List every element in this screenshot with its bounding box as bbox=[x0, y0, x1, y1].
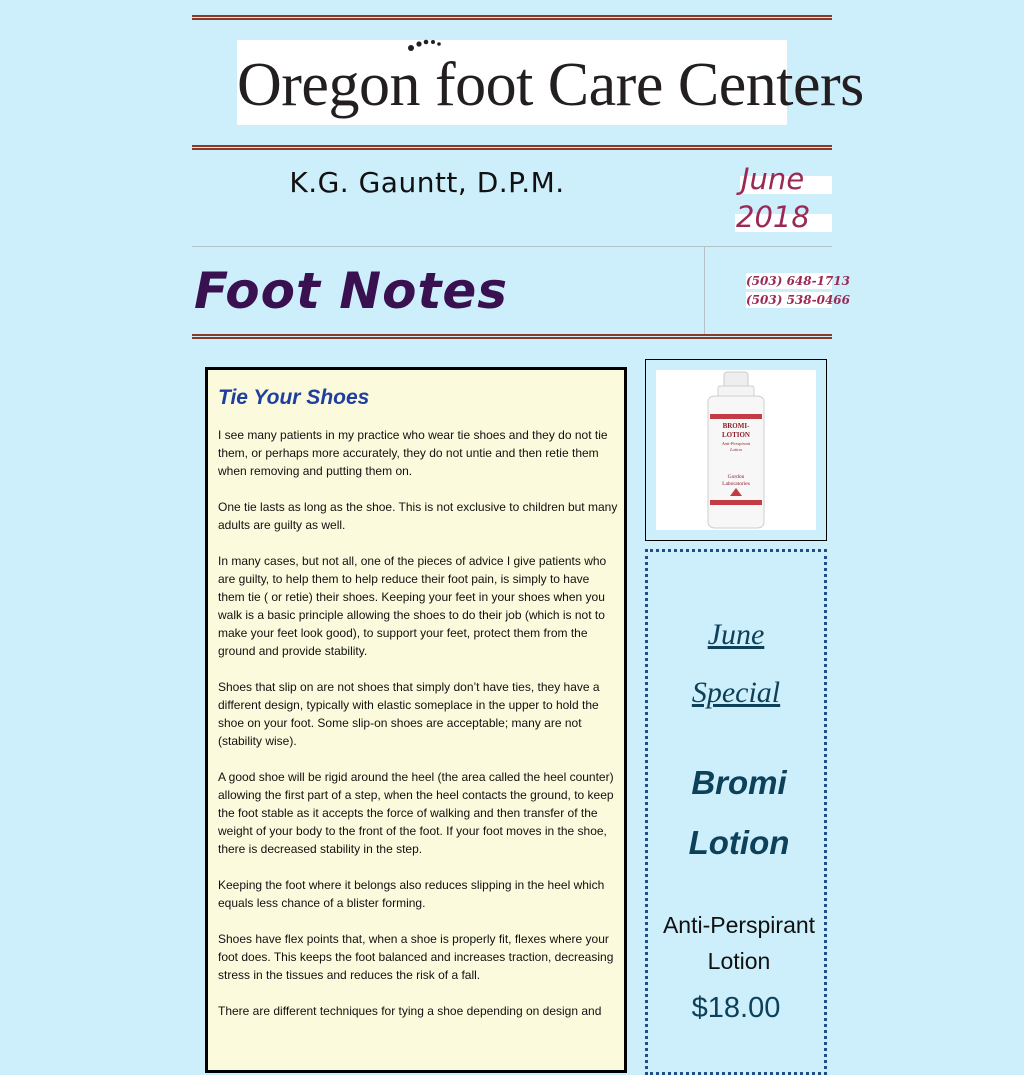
masthead-double-rule bbox=[192, 334, 832, 339]
product-label-line: Anti-Perspirant bbox=[721, 441, 751, 446]
issue-year: 2018 bbox=[736, 200, 810, 234]
article-paragraph: In many cases, but not all, one of the pieces of advice I give patients who are guilty, to help them to help reduce their foot pain, is simply to have them tie ( or retie) their shoes. Keeping your feet in your shoes when you walk is a basic principle allowing the shoes to do their job (which is not to make your feet look good), to support your feet, protect them from the ground and provide stability. bbox=[218, 554, 607, 658]
issue-month: June bbox=[741, 162, 805, 196]
special-title-label: Special bbox=[691, 676, 781, 709]
article-paragraph: I see many patients in my practice who wear tie shoes and they do not tie them, or perhaps more accurately, they do not untie and then retie them when removing and putting them on. bbox=[218, 428, 608, 478]
special-product-name-1: Bromi bbox=[691, 764, 787, 801]
phone-number-1: (503) 648-1713 bbox=[746, 274, 851, 288]
article-title: Tie Your Shoes bbox=[218, 386, 370, 409]
newsletter-title: Foot Notes bbox=[194, 262, 509, 320]
product-label-line: Lotion bbox=[730, 447, 742, 452]
article-paragraph: Keeping the foot where it belongs also reduces slipping in the heel which equals less chance of a blister forming. bbox=[218, 878, 605, 910]
article-paragraph: One tie lasts as long as the shoe. This is not exclusive to children but many adults are guilty as well. bbox=[218, 500, 618, 532]
article-paragraph: Shoes have flex points that, when a shoe is properly fit, flexes where your foot does. This keeps the foot balanced and increases traction, decreasing stress in the tissues and reduces the risk of a fall. bbox=[218, 932, 614, 982]
product-label-line: Laboratories bbox=[722, 481, 750, 487]
header-divider bbox=[192, 246, 832, 247]
product-image bbox=[656, 370, 816, 530]
special-title-month: June bbox=[707, 618, 765, 651]
masthead-divider bbox=[704, 247, 705, 334]
phone-number-2: (503) 538-0466 bbox=[746, 293, 851, 307]
article-paragraph: Shoes that slip on are not shoes that simply don’t have ties, they have a different design, typically with elastic someplace in the upper to hold the shoe on your foot. Some slip-on shoes are acceptable; many are not (stability wise). bbox=[218, 680, 600, 748]
lotion-bottle-icon bbox=[656, 370, 816, 530]
product-image-frame bbox=[645, 359, 827, 541]
top-double-rule bbox=[192, 15, 832, 20]
special-description-2: Lotion bbox=[707, 948, 771, 974]
special-product-name-2: Lotion bbox=[688, 824, 790, 861]
doctor-name: K.G. Gauntt, D.P.M. bbox=[289, 166, 565, 199]
article-paragraph: A good shoe will be rigid around the heel (the area called the heel counter) allowing the first part of a step, when the heel contacts the ground, to keep the foot stable as it accepts the force of walking and then transfer of the weight of your body to the front of the foot. If your foot moves in the shoe, there is decreased stability in the step. bbox=[218, 770, 614, 856]
product-label-line: Gordon bbox=[727, 474, 745, 480]
logo bbox=[237, 40, 864, 125]
article-box bbox=[205, 367, 627, 1073]
monthly-special-box bbox=[645, 549, 827, 1075]
product-label-line: LOTION bbox=[721, 431, 751, 439]
special-price: $18.00 bbox=[691, 992, 781, 1024]
article-body bbox=[218, 426, 618, 1038]
logo-text: Oregon foot Care Centers bbox=[237, 51, 864, 119]
article-paragraph: There are different techniques for tying a shoe depending on design and bbox=[218, 1004, 602, 1018]
header-double-rule bbox=[192, 145, 832, 150]
product-label-line: BROMI- bbox=[722, 422, 750, 430]
special-description-1: Anti-Perspirant bbox=[662, 912, 816, 938]
